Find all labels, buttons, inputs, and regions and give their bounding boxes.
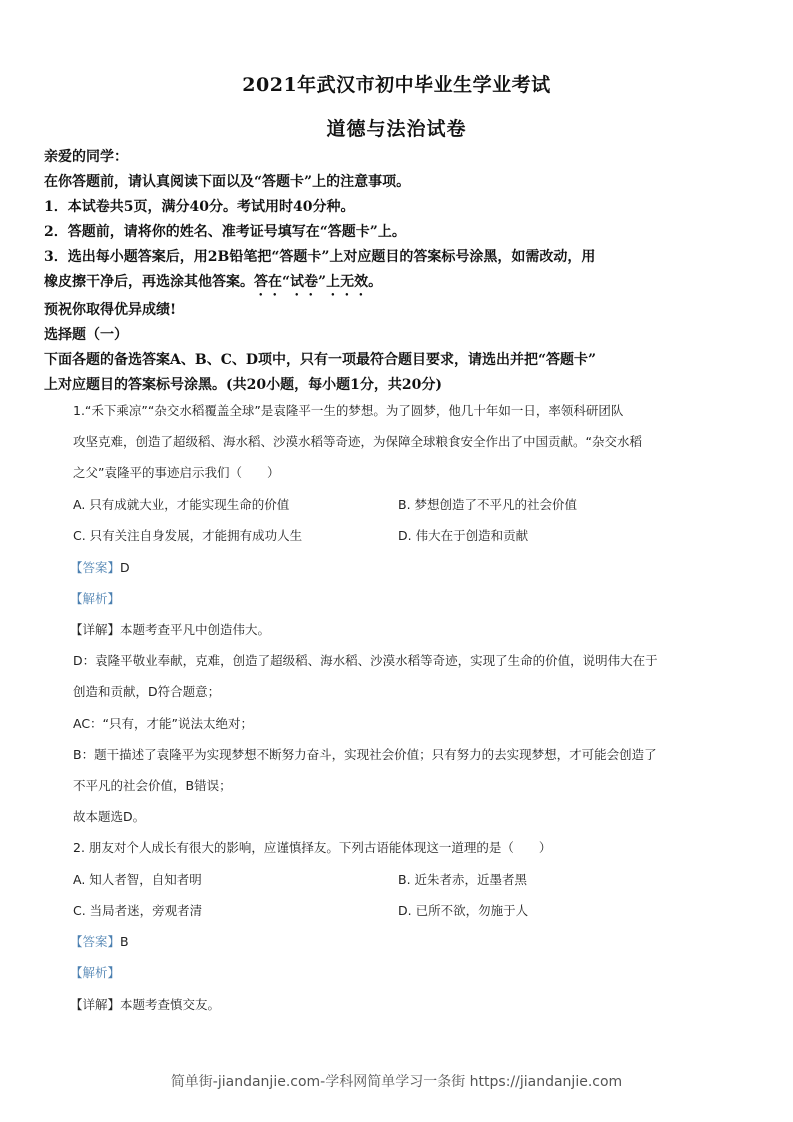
section-desc-line-1: 下面各题的备选答案A、B、C、D项中，只有一项最符合题目要求，请选出并把“答题卡” xyxy=(44,352,597,368)
detail-text: 本题考查平凡中创造伟大。 xyxy=(120,622,271,637)
question-2-answer xyxy=(70,934,129,950)
question-1-detail-line-7: 故本题选D。 xyxy=(73,809,146,824)
question-2-analysis-label: 【解析】 xyxy=(70,965,121,980)
question-2-line-1: 2. 朋友对个人成长有很大的影响，应谨慎择友。下列古语能体现这一道理的是（ ） xyxy=(73,840,552,855)
exam-title: 2021年武汉市初中毕业生学业考试 xyxy=(242,74,551,96)
question-1-line-2: 攻坚克难，创造了超级稻、海水稻、沙漠水稻等奇迹，为保障全球粮食安全作出了中国贡献。“杂交水稻 xyxy=(73,434,642,449)
answer-value: B xyxy=(120,934,129,949)
question-2-option-c: C. 当局者迷，旁观者清 xyxy=(73,903,203,918)
answer-label: 【答案】 xyxy=(70,934,121,949)
question-1-detail-line-3: 创造和贡献，D符合题意； xyxy=(73,684,221,699)
question-2-option-b: B. 近朱者赤，近墨者黑 xyxy=(398,872,528,887)
section-desc-line-2: 上对应题目的答案标号涂黑。(共20小题，每小题1分，共20分) xyxy=(44,377,442,393)
question-1-line-3: 之父”袁隆平的事迹启示我们（ ） xyxy=(73,465,280,480)
question-1-analysis-label: 【解析】 xyxy=(70,591,121,606)
question-1-detail-line-6: 不平凡的社会价值，B错误； xyxy=(73,778,232,793)
instruction-item-3-plain: 橡皮擦干净后，再选涂其他答案。 xyxy=(44,274,254,290)
detail-text: 本题考查慎交友。 xyxy=(120,997,221,1012)
question-1-option-d: D. 伟大在于创造和贡献 xyxy=(398,528,529,543)
instruction-item-2: 2．答题前，请将你的姓名、准考证号填写在“答题卡”上。 xyxy=(44,224,406,240)
question-1-option-c: C. 只有关注自身发展，才能拥有成功人生 xyxy=(73,528,303,543)
question-1-detail-line-2: D：袁隆平敬业奉献，克难，创造了超级稻、海水稻、沙漠水稻等奇迹，实现了生命的价值，说明伟大在于 xyxy=(73,653,658,668)
question-2-detail-line-1 xyxy=(70,997,220,1013)
greeting: 亲爱的同学： xyxy=(44,149,128,165)
wish-line: 预祝你取得优异成绩! xyxy=(44,302,177,318)
footer-watermark: 简单街-jiandanjie.com-学科网简单学习一条街 https://jiandanjie.com xyxy=(170,1074,623,1090)
question-1-option-b: B. 梦想创造了不平凡的社会价值 xyxy=(398,497,578,512)
instructions-intro: 在你答题前，请认真阅读下面以及“答题卡”上的注意事项。 xyxy=(44,174,411,190)
instruction-item-3-continued xyxy=(44,273,754,299)
question-1-answer xyxy=(70,560,130,576)
section-title: 选择题（一） xyxy=(44,327,128,343)
answer-label: 【答案】 xyxy=(70,560,121,575)
detail-label: 【详解】 xyxy=(70,622,121,637)
question-1-option-a: A. 只有成就大业，才能实现生命的价值 xyxy=(73,497,290,512)
question-2-option-a: A. 知人者智，自知者明 xyxy=(73,872,202,887)
detail-label: 【详解】 xyxy=(70,997,121,1012)
answer-value: D xyxy=(120,560,130,575)
exam-subtitle: 道德与法治试卷 xyxy=(326,118,467,140)
question-1-line-1: 1.“禾下乘凉”“杂交水稻覆盖全球”是袁隆平一生的梦想。为了圆梦，他几十年如一日，率领科研团队 xyxy=(73,403,624,418)
question-1-detail-line-5: B：题干描述了袁隆平为实现梦想不断努力奋斗，实现社会价值；只有努力的去实现梦想，才可能会创造了 xyxy=(73,747,657,762)
question-1-detail-line-4: AC：“只有，才能”说法太绝对； xyxy=(73,716,254,731)
instruction-item-1: 1．本试卷共5页，满分40分。考试用时40分种。 xyxy=(44,199,355,215)
question-2-option-d: D. 已所不欲，勿施于人 xyxy=(398,903,529,918)
emphasized-warning: 答在“试卷”上无效。 xyxy=(254,274,383,290)
question-1-detail-line-1 xyxy=(70,622,270,638)
instruction-item-3: 3．选出每小题答案后，用2B铅笔把“答题卡”上对应题目的答案标号涂黑，如需改动，用 xyxy=(44,249,596,265)
